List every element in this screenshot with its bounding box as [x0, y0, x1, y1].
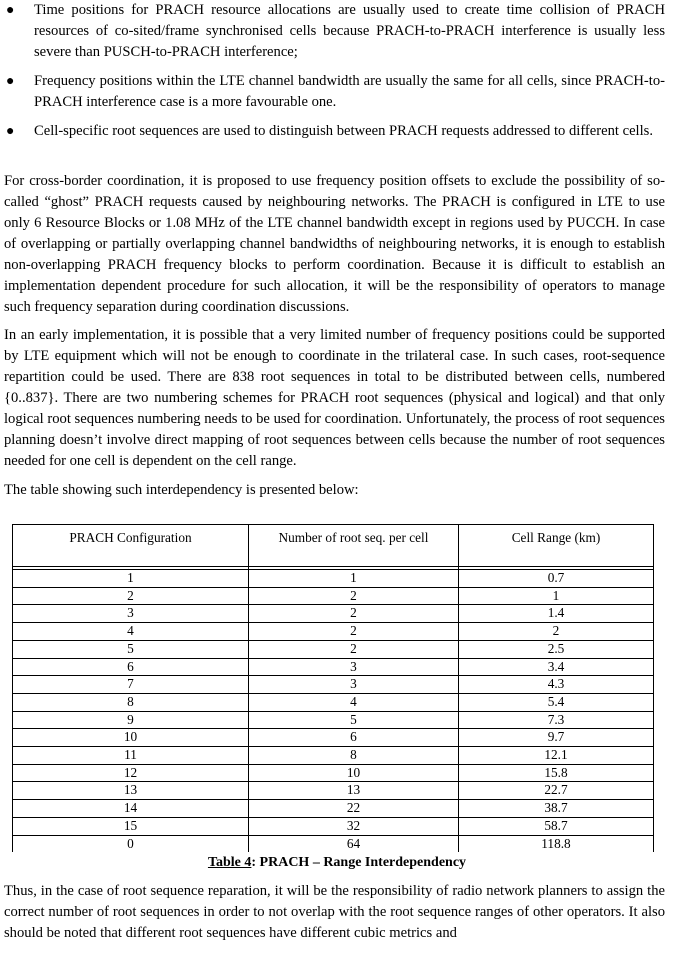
- bullet-dot: ●: [6, 3, 15, 18]
- cell-prach-configuration: 13: [13, 782, 249, 800]
- cell-range-km: 15.8: [459, 764, 654, 782]
- cell-prach-configuration: 11: [13, 747, 249, 765]
- cell-root-seq-count: 4: [249, 693, 459, 711]
- table-row: [13, 587, 654, 605]
- header-root-seq-per-cell: Number of root seq. per cell: [249, 525, 459, 567]
- cell-range-km: 3.4: [459, 658, 654, 676]
- cell-prach-configuration: 14: [13, 800, 249, 818]
- cell-prach-configuration: 6: [13, 658, 249, 676]
- cell-prach-configuration: 3: [13, 605, 249, 623]
- cell-range-km: 2.5: [459, 640, 654, 658]
- cell-prach-configuration: 5: [13, 640, 249, 658]
- table-row: [13, 835, 654, 852]
- cell-range-km: 58.7: [459, 817, 654, 835]
- cell-range-km: 1: [459, 587, 654, 605]
- cell-root-seq-count: 64: [249, 835, 459, 852]
- cell-range-km: 4.3: [459, 676, 654, 694]
- table-row: [13, 640, 654, 658]
- cell-prach-configuration: 2: [13, 587, 249, 605]
- table-row: [13, 800, 654, 818]
- bullet-text: Frequency positions within the LTE channel bandwidth are usually the same for all cells, since PRACH-to-PRACH interference case is a more favourable one.: [34, 73, 665, 110]
- cell-range-km: 7.3: [459, 711, 654, 729]
- cell-prach-configuration: 8: [13, 693, 249, 711]
- cell-prach-configuration: 15: [13, 817, 249, 835]
- table-row: [13, 623, 654, 641]
- cell-range-km: 0.7: [459, 570, 654, 588]
- cell-range-km: 38.7: [459, 800, 654, 818]
- cell-root-seq-count: 22: [249, 800, 459, 818]
- cell-root-seq-count: 2: [249, 587, 459, 605]
- table-row: [13, 782, 654, 800]
- cell-root-seq-count: 2: [249, 605, 459, 623]
- table-row: [13, 729, 654, 747]
- cell-root-seq-count: 3: [249, 676, 459, 694]
- table-row: [13, 817, 654, 835]
- paragraph-table-intro: The table showing such interdependency is presented below:: [4, 482, 359, 498]
- cell-root-seq-count: 2: [249, 623, 459, 641]
- table-row: [13, 693, 654, 711]
- table-header-row: [13, 525, 654, 567]
- table-row: [13, 676, 654, 694]
- table-caption: [0, 852, 674, 873]
- cell-prach-configuration: 1: [13, 570, 249, 588]
- table-body: [13, 570, 654, 853]
- cell-range-km: 118.8: [459, 835, 654, 852]
- cell-prach-configuration: 7: [13, 676, 249, 694]
- header-prach-configuration: PRACH Configuration: [13, 525, 249, 567]
- bullet-text: Cell-specific root sequences are used to distinguish between PRACH requests addressed to different cells.: [34, 123, 653, 139]
- cell-range-km: 9.7: [459, 729, 654, 747]
- cell-prach-configuration: 0: [13, 835, 249, 852]
- cell-range-km: 5.4: [459, 693, 654, 711]
- cell-prach-configuration: 9: [13, 711, 249, 729]
- cell-range-km: 22.7: [459, 782, 654, 800]
- cell-root-seq-count: 2: [249, 640, 459, 658]
- table-row: [13, 711, 654, 729]
- prach-range-table: [12, 524, 654, 852]
- bullet-text: Time positions for PRACH resource allocations are usually used to create time collision of PRACH resources of co-sited/frame synchronised cells because PRACH-to-PRACH interference is usually less severe than PUSCH-to-PRACH interference;: [34, 2, 665, 60]
- cell-prach-configuration: 10: [13, 729, 249, 747]
- cell-range-km: 1.4: [459, 605, 654, 623]
- cell-root-seq-count: 1: [249, 570, 459, 588]
- paragraph-conclusion: Thus, in the case of root sequence reparation, it will be the responsibility of radio network planners to assign the correct number of root sequences in order to not overlap with the root sequence ranges of other operators. It also should be noted that different root sequences have different cubic metrics and: [4, 883, 665, 941]
- cell-root-seq-count: 10: [249, 764, 459, 782]
- cell-prach-configuration: 12: [13, 764, 249, 782]
- paragraph-cross-border: For cross-border coordination, it is proposed to use frequency position offsets to exclude the possibility of so-called “ghost” PRACH requests caused by neighbouring networks. The PRACH is configured in LTE to use only 6 Resource Blocks or 1.08 MHz of the LTE channel bandwidth except in regions used by PUCCH. In case of overlapping or partially overlapping channel bandwidths of neighbouring networks, it is enough to establish non-overlapping PRACH frequency blocks to perform coordination. Because it is difficult to establish an implementation dependent procedure for such allocation, it will be the responsibility of operators to manage such frequency separation during coordination discussions.: [4, 173, 665, 315]
- cell-root-seq-count: 5: [249, 711, 459, 729]
- caption-text: : PRACH – Range Interdependency: [251, 855, 467, 870]
- table-row: [13, 605, 654, 623]
- table-row: [13, 658, 654, 676]
- paragraph-root-sequences: In an early implementation, it is possible that a very limited number of frequency positions could be supported by LTE equipment which will not be enough to coordinate in the trilateral case. In such cases, root-sequence repartition could be used. There are 838 root sequences in total to be distributed between cells, numbered {0..837}. There are two numbering schemes for PRACH root sequences (physical and logical) and that only logical root sequences numbering needs to be used for coordination. Unfortunately, the process of root sequences planning doesn’t involve direct mapping of root sequences between cells because the number of root sequences needed for one cell is dependent on the cell range.: [4, 327, 665, 469]
- cell-range-km: 2: [459, 623, 654, 641]
- cell-prach-configuration: 4: [13, 623, 249, 641]
- cell-root-seq-count: 3: [249, 658, 459, 676]
- header-cell-range: Cell Range (km): [459, 525, 654, 567]
- cell-range-km: 12.1: [459, 747, 654, 765]
- caption-label: Table 4: [207, 855, 252, 870]
- bullet-dot: ●: [6, 74, 15, 89]
- cell-root-seq-count: 8: [249, 747, 459, 765]
- table-row: [13, 764, 654, 782]
- table-row: [13, 747, 654, 765]
- cell-root-seq-count: 6: [249, 729, 459, 747]
- bullet-dot: ●: [6, 124, 15, 139]
- cell-root-seq-count: 13: [249, 782, 459, 800]
- table-row: [13, 570, 654, 588]
- cell-root-seq-count: 32: [249, 817, 459, 835]
